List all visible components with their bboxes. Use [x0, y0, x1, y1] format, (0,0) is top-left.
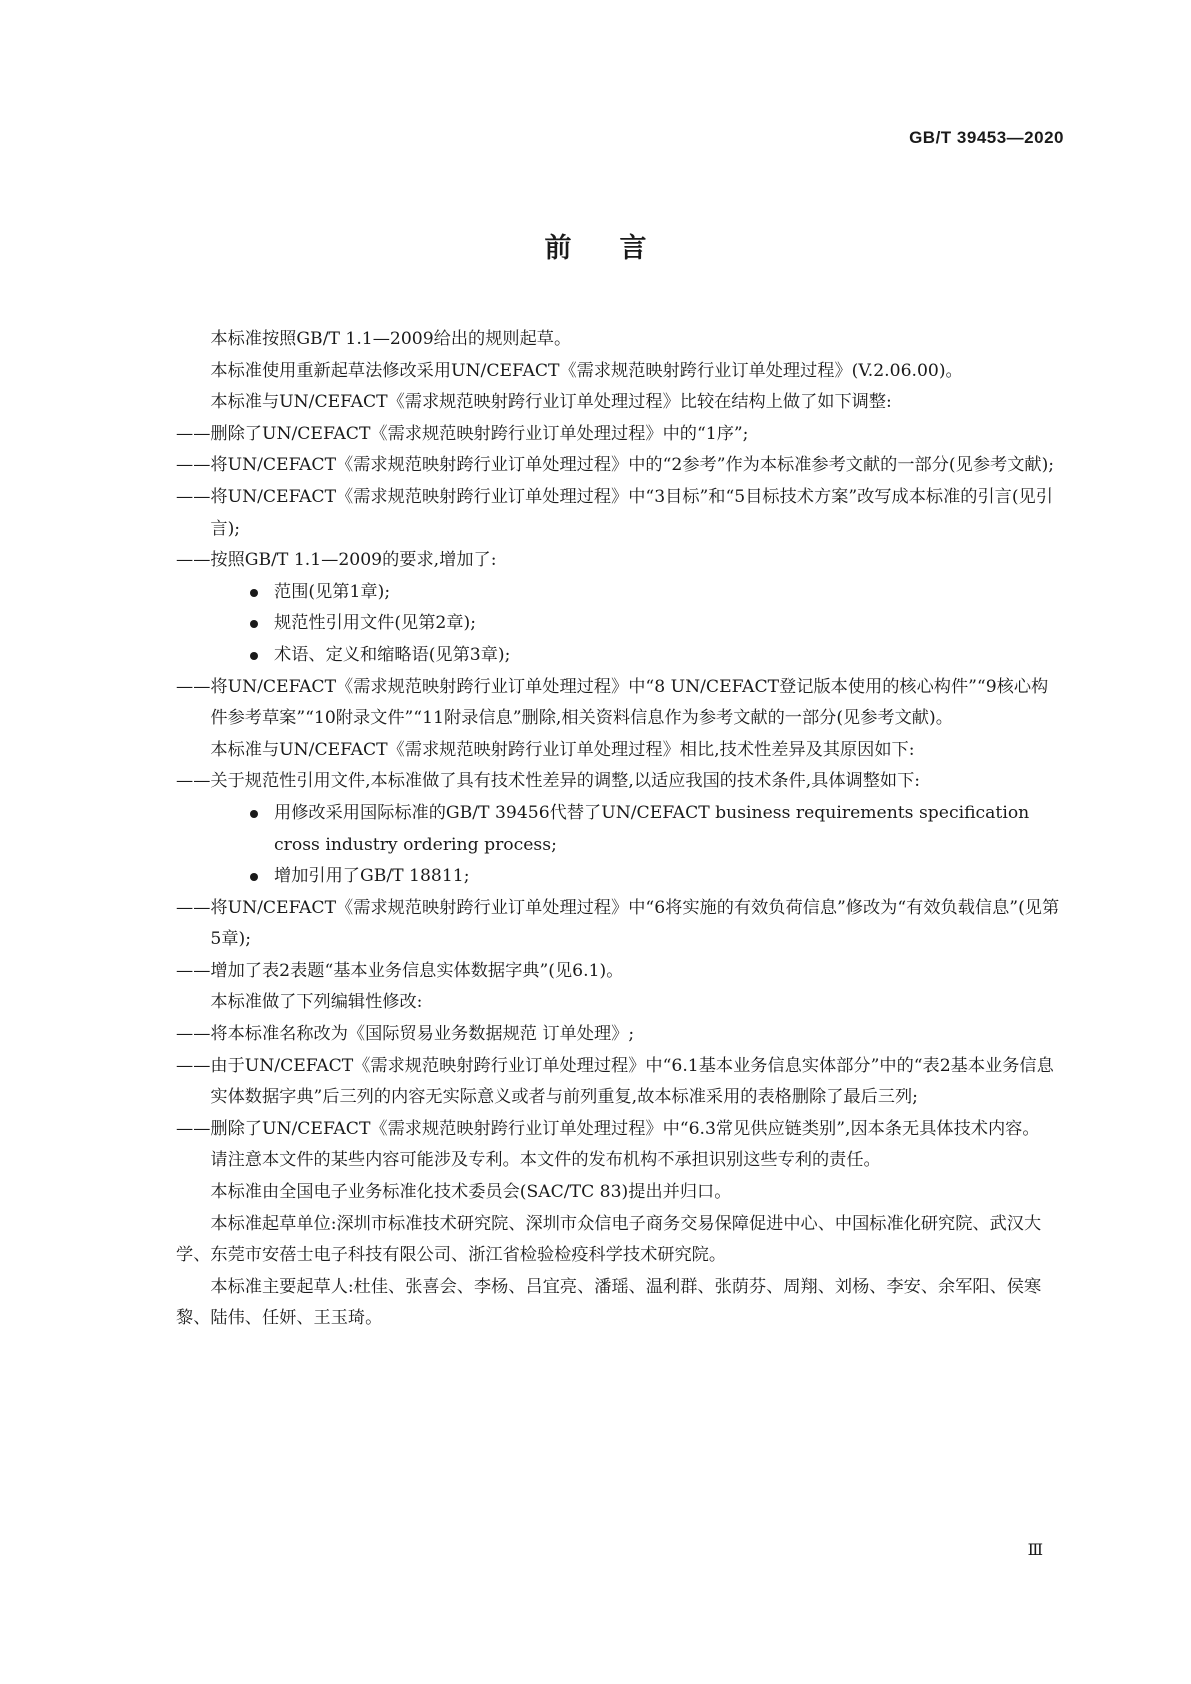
paragraph: 请注意本文件的某些内容可能涉及专利。本文件的发布机构不承担识别这些专利的责任。 — [210, 1150, 881, 1171]
list-item-text: 由于UN/CEFACT《需求规范映射跨行业订单处理过程》中“6.1基本业务信息实体部分”中的“表2基本业务信息实体数据字典”后三列的内容无实际意义或者与前列重复,故本标准采用的表格删除了最后三列; — [210, 1055, 1054, 1108]
list-item-text: 删除了UN/CEFACT《需求规范映射跨行业订单处理过程》中“6.3常见供应链类别”,因本条无具体技术内容。 — [210, 1118, 1040, 1139]
dash-list-item — [176, 1019, 1064, 1051]
paragraph: 本标准按照GB/T 1.1—2009给出的规则起草。 — [210, 329, 572, 349]
dash-marker: —— — [176, 486, 211, 507]
bullet-text: 用修改采用国际标准的GB/T 39456代替了UN/CEFACT business requirements specification cross industry ordering process; — [274, 802, 1030, 855]
list-item-text: 将本标准名称改为《国际贸易业务数据规范 订单处理》; — [210, 1024, 635, 1045]
dash-marker: —— — [176, 1055, 211, 1076]
paragraph: 本标准起草单位:深圳市标准技术研究院、深圳市众信电子商务交易保障促进中心、中国标准化研究院、武汉大学、东莞市安蓓士电子科技有限公司、浙江省检验检疫科学技术研究院。 — [176, 1213, 1042, 1266]
list-item-text: 将UN/CEFACT《需求规范映射跨行业订单处理过程》中“6将实施的有效负荷信息”修改为“有效负载信息”(见第5章); — [210, 897, 1060, 950]
paragraph: 本标准主要起草人:杜佳、张喜会、李杨、吕宜亮、潘瑶、温利群、张荫芬、周翔、刘杨、李安、余军阳、侯寒黎、陆伟、任妍、王玉琦。 — [176, 1276, 1042, 1329]
page-number: Ⅲ — [1027, 1540, 1043, 1559]
list-item-text: 将UN/CEFACT《需求规范映射跨行业订单处理过程》中“8 UN/CEFACT登记版本使用的核心构件”“9核心构件参考草案”“10附录文件”“11附录信息”删除,相关资料信息作为参考文献的一部分(见参考文献)。 — [210, 676, 1049, 729]
dash-marker: —— — [176, 1118, 211, 1139]
dash-list-item — [176, 482, 1064, 545]
page-title: 前言 — [544, 233, 695, 264]
dash-marker: —— — [176, 423, 211, 444]
dash-list-item — [176, 419, 1064, 451]
document-body — [176, 324, 1064, 1335]
paragraph: 本标准使用重新起草法修改采用UN/CEFACT《需求规范映射跨行业订单处理过程》(V.2.06.00)。 — [210, 360, 963, 381]
bullet-text: 术语、定义和缩略语(见第3章); — [274, 644, 511, 665]
dash-list-item — [176, 450, 1064, 482]
paragraph: 本标准与UN/CEFACT《需求规范映射跨行业订单处理过程》比较在结构上做了如下调整: — [210, 392, 892, 413]
dash-list-item — [176, 893, 1064, 956]
bullet-icon — [245, 577, 274, 609]
bullet-text: 规范性引用文件(见第2章); — [274, 613, 477, 634]
dash-list-item — [176, 766, 1064, 798]
dash-marker: —— — [176, 455, 211, 476]
bullet-icon — [245, 640, 274, 672]
dash-marker: —— — [176, 960, 211, 981]
dash-marker: —— — [176, 1024, 211, 1045]
dash-marker: —— — [176, 771, 211, 792]
bullet-icon — [245, 608, 274, 640]
paragraph: 本标准与UN/CEFACT《需求规范映射跨行业订单处理过程》相比,技术性差异及其原因如下: — [210, 739, 915, 760]
list-item-text: 增加了表2表题“基本业务信息实体数据字典”(见6.1)。 — [210, 960, 624, 981]
dash-marker: —— — [176, 550, 211, 571]
list-item-text: 删除了UN/CEFACT《需求规范映射跨行业订单处理过程》中的“1序”; — [210, 423, 749, 444]
dash-marker: —— — [176, 676, 211, 697]
bullet-item — [176, 577, 1064, 609]
bullet-item — [176, 608, 1064, 640]
list-item-text: 关于规范性引用文件,本标准做了具有技术性差异的调整,以适应我国的技术条件,具体调整如下: — [210, 771, 921, 792]
dash-marker: —— — [176, 897, 211, 918]
bullet-text: 增加引用了GB/T 18811; — [274, 866, 470, 887]
bullet-item — [176, 861, 1064, 893]
dash-list-item — [176, 545, 1064, 577]
bullet-item — [176, 640, 1064, 672]
standard-number: GB/T 39453—2020 — [909, 128, 1064, 147]
bullet-icon — [245, 798, 274, 861]
bullet-item — [176, 798, 1064, 861]
dash-list-item — [176, 1051, 1064, 1114]
list-item-text: 将UN/CEFACT《需求规范映射跨行业订单处理过程》中“3目标”和“5目标技术方案”改写成本标准的引言(见引言); — [210, 486, 1053, 539]
paragraph: 本标准由全国电子业务标准化技术委员会(SAC/TC 83)提出并归口。 — [210, 1182, 732, 1203]
dash-list-item — [176, 956, 1064, 988]
bullet-text: 范围(见第1章); — [274, 581, 391, 602]
dash-list-item — [176, 1114, 1064, 1146]
list-item-text: 按照GB/T 1.1—2009的要求,增加了: — [210, 550, 497, 571]
dash-list-item — [176, 672, 1064, 735]
list-item-text: 将UN/CEFACT《需求规范映射跨行业订单处理过程》中的“2参考”作为本标准参考文献的一部分(见参考文献); — [210, 455, 1055, 476]
paragraph: 本标准做了下列编辑性修改: — [210, 992, 423, 1013]
bullet-icon — [245, 861, 274, 893]
